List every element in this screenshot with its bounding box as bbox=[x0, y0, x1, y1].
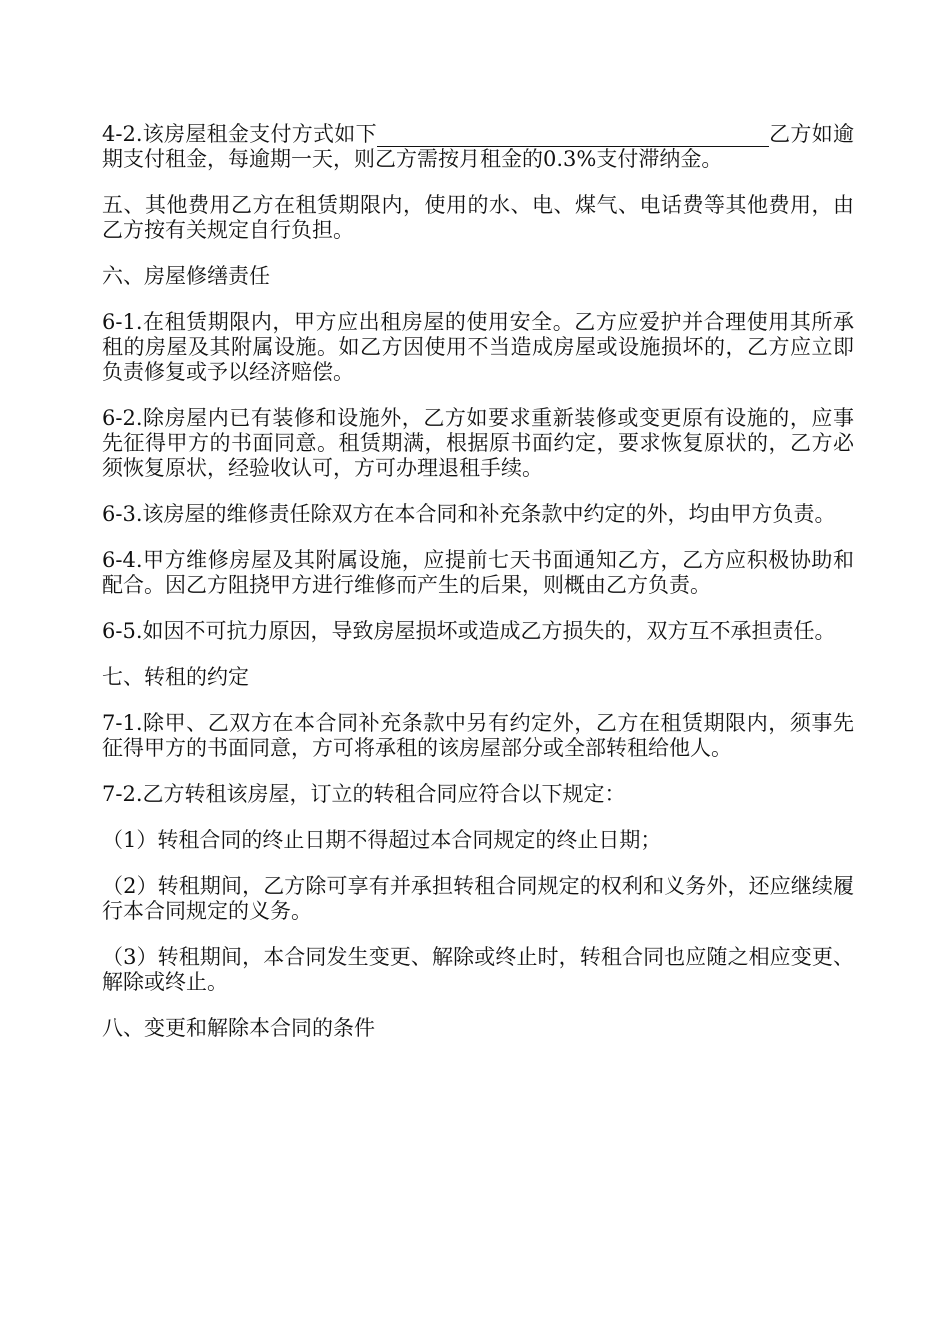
clause-7-2-item-3: （3）转租期间，本合同发生变更、解除或终止时，转租合同也应随之相应变更、解除或终止。 bbox=[102, 945, 854, 994]
clause-6-1: 6-1.在租赁期限内，甲方应出租房屋的使用安全。乙方应爱护并合理使用其所承租的房屋及其附属设施。如乙方因使用不当造成房屋或设施损坏的，乙方应立即负责修复或予以经济赔偿。 bbox=[102, 310, 854, 384]
clause-6-2: 6-2.除房屋内已有装修和设施外，乙方如要求重新装修或变更原有设施的，应事先征得甲方的书面同意。租赁期满，根据原书面约定，要求恢复原状的，乙方必须恢复原状，经验收认可，方可办理退租手续。 bbox=[102, 406, 854, 480]
clause-4-2-tail: 乙方如逾期支付租金，每逾期一天，则乙方需按月租金的0.3%支付滞纳金。 bbox=[102, 122, 854, 171]
section-6-heading: 六、房屋修缮责任 bbox=[102, 264, 270, 288]
section-5-other-fees: 五、其他费用乙方在租赁期限内，使用的水、电、煤气、电话费等其他费用，由乙方按有关规定自行负担。 bbox=[102, 193, 854, 242]
clause-6-5: 6-5.如因不可抗力原因，导致房屋损坏或造成乙方损失的，双方互不承担责任。 bbox=[102, 619, 836, 643]
clause-7-2: 7-2.乙方转租该房屋，订立的转租合同应符合以下规定： bbox=[102, 782, 626, 806]
document-page bbox=[102, 122, 854, 1062]
clause-7-2-item-2: （2）转租期间，乙方除可享有并承担转租合同规定的权利和义务外，还应继续履行本合同规定的义务。 bbox=[102, 874, 854, 923]
clause-7-2-item-1: （1）转租合同的终止日期不得超过本合同规定的终止日期； bbox=[102, 828, 662, 852]
section-8-heading: 八、变更和解除本合同的条件 bbox=[102, 1016, 375, 1040]
clause-4-2-lead: 4-2.该房屋租金支付方式如下 bbox=[102, 122, 377, 146]
payment-method-blank bbox=[377, 126, 769, 147]
section-7-heading: 七、转租的约定 bbox=[102, 665, 249, 689]
clause-7-1: 7-1.除甲、乙双方在本合同补充条款中另有约定外，乙方在租赁期限内，须事先征得甲方的书面同意，方可将承租的该房屋部分或全部转租给他人。 bbox=[102, 711, 854, 760]
clause-6-3: 6-3.该房屋的维修责任除双方在本合同和补充条款中约定的外，均由甲方负责。 bbox=[102, 502, 836, 526]
clause-6-4: 6-4.甲方维修房屋及其附属设施，应提前七天书面通知乙方，乙方应积极协助和配合。因乙方阻挠甲方进行维修而产生的后果，则概由乙方负责。 bbox=[102, 548, 854, 597]
clause-4-2 bbox=[102, 122, 854, 172]
